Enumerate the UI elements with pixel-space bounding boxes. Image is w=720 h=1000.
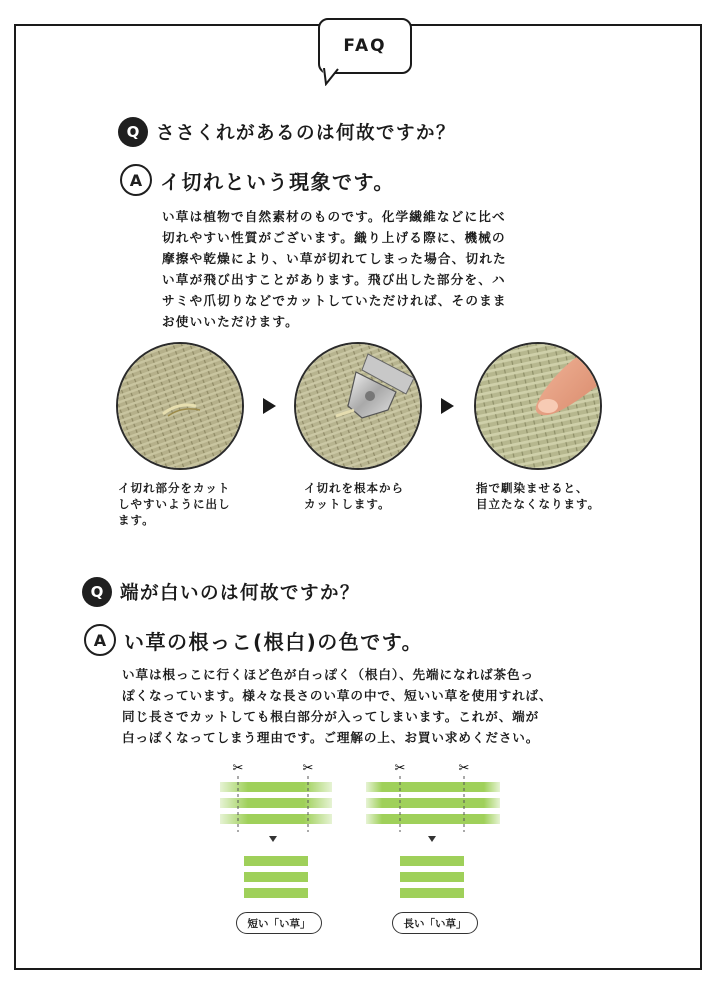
question-badge: Q [118,117,148,147]
body-line: 同じ長さでカットしても根白部分が入ってしまいます。これが、端が [122,709,540,724]
body-line: い草は植物で自然素材のものです。化学繊維などに比べ [162,209,506,224]
step-arrow-icon [441,398,454,414]
scissors-icon [233,761,244,776]
body-line: お使いいただけます。 [162,314,299,329]
question-1-text: ささくれがあるのは何故ですか？ [156,123,457,144]
answer-2-heading: い草の根っこ(根白)の色です。 [124,629,424,654]
answer-1-heading: イ切れという現象です。 [160,169,395,194]
answer-badge: A [120,164,152,196]
question-1-row [118,117,456,147]
question-badge: Q [82,577,112,607]
svg-text:✂: ✂ [302,761,314,776]
svg-text:✂: ✂ [394,761,406,776]
body-line: 白っぽくなってしまう理由です。ご理解の上、お買い求めください。 [122,730,540,745]
scissors-icon [459,761,470,776]
short-rush-diagram [210,756,350,906]
svg-text:✂: ✂ [458,761,470,776]
long-rush-diagram [358,756,508,906]
nail-clipper-photo [294,342,422,470]
answer-badge: A [84,624,116,656]
step-2-caption [304,480,404,512]
finger-smoothing-photo [474,342,602,470]
body-line: 摩擦や乾燥により、い草が切れてしまった場合、切れた [162,251,507,266]
body-line: 切れやすい性質がございます。織り上げる際に、機械の [162,230,506,245]
step-arrow-icon [263,398,276,414]
faq-title: FAQ [343,36,387,56]
faq-title-bubble [318,18,412,74]
body-line: い草は根っこに行くほど色が白っぽく（根白）、先端になれば茶色っ [122,667,535,682]
caption-line: イ切れ部分をカット [118,481,231,495]
short-rush-label: 短い「い草」 [236,912,322,934]
long-rush-label: 長い「い草」 [392,912,478,934]
body-line: サミや爪切りなどでカットしていただければ、そのまま [162,293,507,308]
answer-1-body [162,206,507,332]
caption-line: しやすいように出し [118,497,231,511]
scissors-icon [395,761,406,776]
answer-2-body [122,664,553,748]
caption-line: カットします。 [304,497,391,511]
bubble-tail-icon [322,68,346,86]
caption-line: 目立たなくなります。 [476,497,601,511]
body-line: ぽくなっています。様々な長さのい草の中で、短いい草を使用すれば、 [122,688,553,703]
question-2-text: 端が白いのは何故ですか？ [120,583,361,604]
body-line: い草が飛び出すことがあります。飛び出した部分を、ハ [162,272,506,287]
answer-2-row [84,624,423,656]
answer-1-row [120,164,395,196]
svg-text:✂: ✂ [232,761,244,776]
scissors-icon [303,761,314,776]
frayed-rush-photo [116,342,244,470]
question-2-row [82,577,360,607]
step-3-caption [476,480,600,512]
caption-line: ます。 [118,513,155,527]
caption-line: イ切れを根本から [304,481,404,495]
step-1-caption [118,480,231,528]
caption-line: 指で馴染ませると、 [476,481,589,495]
